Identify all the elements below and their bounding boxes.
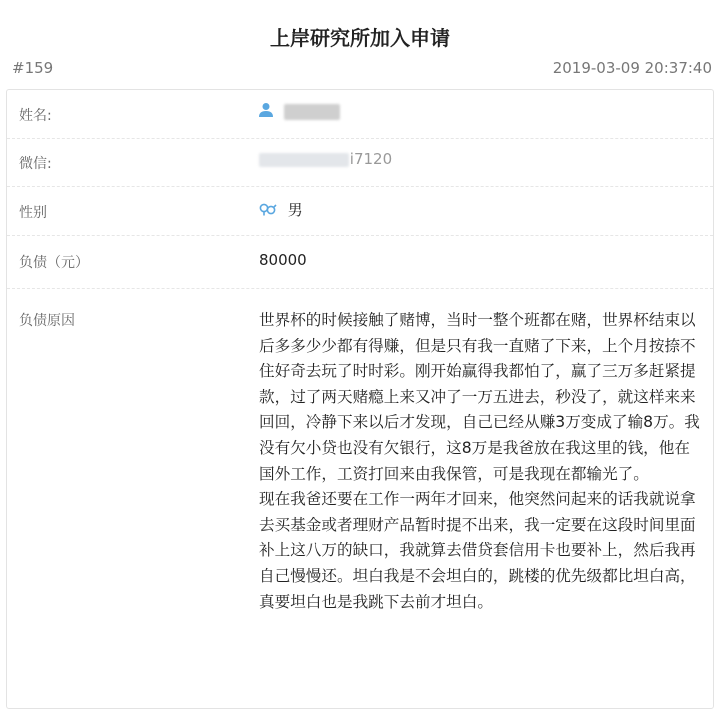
redacted-wechat bbox=[259, 153, 349, 167]
debt-value: 80000 bbox=[259, 251, 307, 269]
wechat-row bbox=[7, 138, 713, 187]
debt-row bbox=[7, 235, 713, 289]
user-icon bbox=[259, 102, 273, 122]
name-row bbox=[7, 90, 713, 139]
redacted-name bbox=[284, 104, 340, 120]
name-value bbox=[259, 102, 340, 122]
record-timestamp: 2019-03-09 20:37:40 bbox=[552, 59, 712, 77]
debt-label: 负债（元） bbox=[19, 255, 89, 271]
gender-icon bbox=[259, 202, 277, 220]
reason-text: 世界杯的时候接触了赌博，当时一整个班都在赌，世界杯结束以后多多少少都有得赚，但是只有我一直赌了下来，上个月按捺不住好奇去玩了时时彩。刚开始赢得我都怕了，赢了三万多赶紧提款，过了两天赌瘾上来又冲了一万五进去，秒没了，就这样来来回回，冷静下来以后才发现，自己已经从赚3万变成了输8万。我没有欠小贷也没有欠银行，这8万是我爸放在我这里的钱，他在国外工作，工资打回来由我保管，可是我现在都输光了。 现在我爸还要在工作一两年才回来，他突然问起来的话我就说拿去买基金或者理财产品暂时提不出来，我一定要在这段时间里面补上这八万的缺口，我就算去借贷套信用卡也要补上，然后我再自己慢慢还。坦白我是不会坦白的，跳楼的优先级都比坦白高，真要坦白也是我跳下去前才坦白。 bbox=[259, 311, 700, 611]
wechat-value bbox=[259, 150, 392, 168]
gender-value bbox=[259, 199, 303, 220]
reason-label: 负债原因 bbox=[19, 313, 75, 329]
wechat-label: 微信: bbox=[19, 156, 52, 172]
application-card bbox=[6, 89, 714, 709]
gender-text: 男 bbox=[287, 201, 303, 219]
record-id: #159 bbox=[12, 59, 54, 77]
gender-label: 性别 bbox=[19, 205, 47, 221]
wechat-partial: i7120 bbox=[349, 150, 393, 168]
page-title: 上岸研究所加入申请 bbox=[270, 26, 450, 50]
gender-row bbox=[7, 186, 713, 236]
name-label: 姓名: bbox=[19, 108, 52, 124]
